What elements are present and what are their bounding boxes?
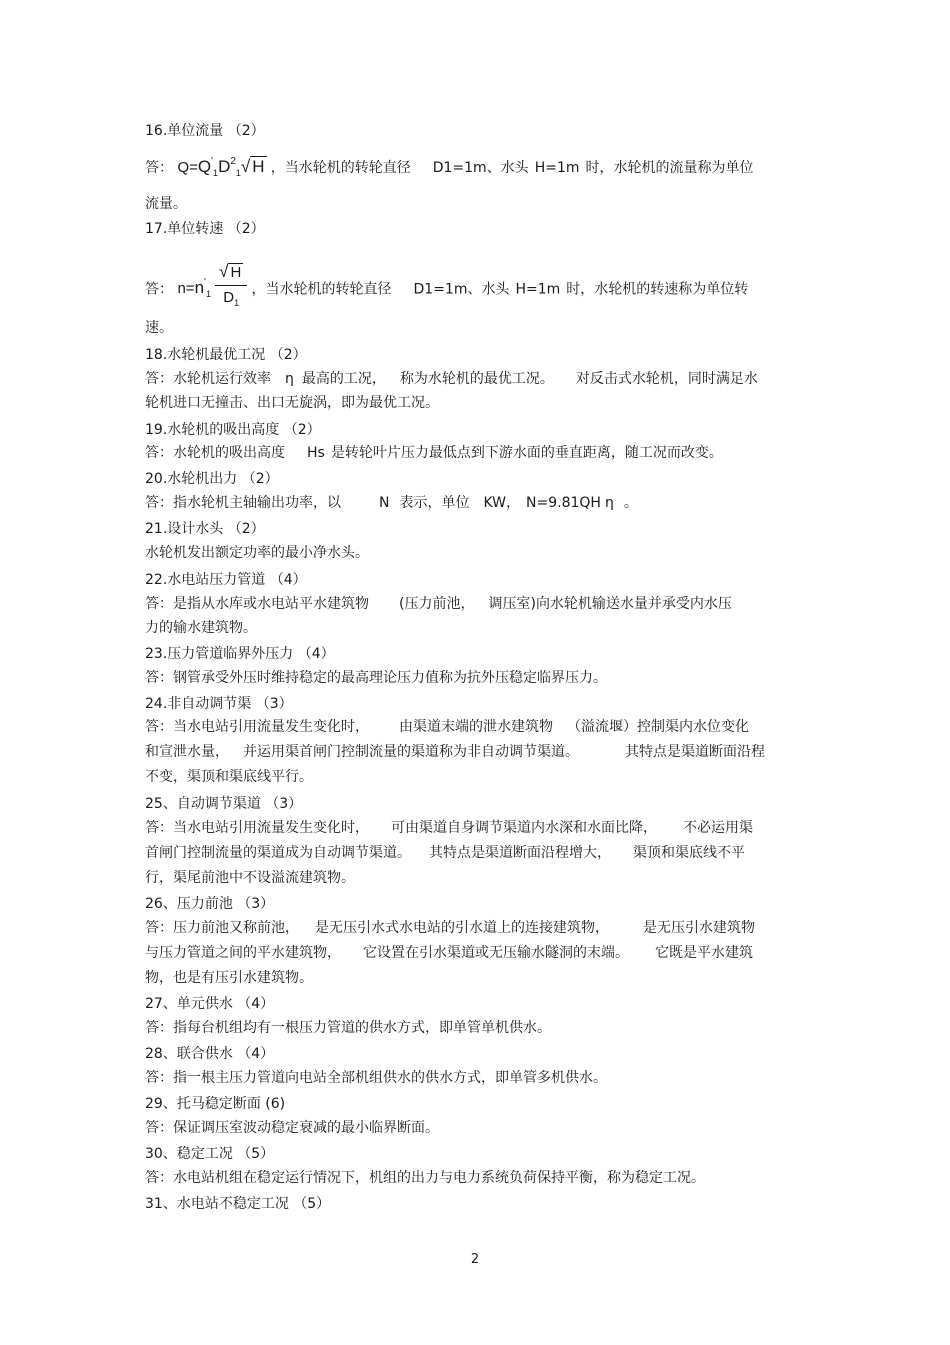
item-16-formula-line: 答： $Q=Q'_1D^2_1√$ H ，当水轮机的转轮直径 D1=1m、水头 H=1m 时，水轮机的流量称为单位 (145, 156, 754, 178)
item-23-title: 23.压力管道临界外压力 （4） (145, 646, 335, 662)
item-25-answer-line3: 行，渠尾前池中不设溢流建筑物。 (145, 870, 355, 886)
item-22-title: 22.水电站压力管道 （4） (145, 572, 307, 588)
item-30-answer-line1: 答：水电站机组在稳定运行情况下，机组的出力与电力系统负荷保持平衡，称为稳定工况。 (145, 1170, 705, 1186)
item-21-answer-line1: 水轮机发出额定功率的最小净水头。 (145, 545, 369, 561)
item-16-title: 16.单位流量 （2） (145, 123, 265, 139)
item-26-answer-line1: 答：压力前池又称前池， 是无压引水式水电站的引水道上的连接建筑物， 是无压引水建筑物 (145, 920, 755, 936)
item-18-answer-line2: 轮机进口无撞击、出口无旋涡，即为最优工况。 (145, 395, 439, 411)
item-18-answer-line1: 答：水轮机运行效率 η 最高的工况， 称为水轮机的最优工况。 对反击式水轮机，同时满足水 (145, 371, 758, 387)
item-26-answer-line3: 物，也是有压引水建筑物。 (145, 970, 313, 986)
answer-label: 答： (145, 160, 173, 176)
item-31-title: 31、水电站不稳定工况 （5） (145, 1196, 331, 1212)
item-17-title: 17.单位转速 （2） (145, 221, 265, 237)
item-25-title: 25、自动调节渠道 （3） (145, 796, 303, 812)
item-28-title: 28、联合供水 （4） (145, 1046, 275, 1062)
item-26-title: 26、压力前池 （3） (145, 896, 275, 912)
item-22-answer-line1: 答：是指从水库或水电站平水建筑物 (压力前池， 调压室)向水轮机输送水量并承受内水压 (145, 596, 732, 612)
item-17-continuation: 速。 (145, 320, 173, 336)
item-24-title: 24.非自动调节渠 （3） (145, 696, 293, 712)
item-27-title: 27、单元供水 （4） (145, 996, 275, 1012)
item-17-formula-line: 答： $n=n'_1$ $\frac{√ H}{D_1}$ ，当水轮机的转轮直径 D1=1m、水头 H=1m 时，水轮机的转速称为单位转 (145, 262, 749, 308)
item-28-answer-line1: 答：指一根主压力管道向电站全部机组供水的供水方式，即单管多机供水。 (145, 1070, 607, 1086)
item-22-answer-line2: 力的输水建筑物。 (145, 620, 257, 636)
item-30-title: 30、稳定工况 （5） (145, 1146, 275, 1162)
item-26-answer-line2: 与压力管道之间的平水建筑物， 它设置在引水渠道或无压输水隧洞的末端。 它既是平水建筑 (145, 945, 753, 961)
item-24-answer-line2: 和宣泄水量， 并运用渠首闸门控制流量的渠道称为非自动调节渠道。 其特点是渠道断面沿程 (145, 744, 765, 760)
sqrt-h-over-d1: $\frac{√ H}{D_1}$ (215, 262, 247, 309)
item-23-answer-line1: 答：钢管承受外压时维持稳定的最高理论压力值称为抗外压稳定临界压力。 (145, 670, 607, 686)
item-19-answer-line1: 答：水轮机的吸出高度 Hs 是转轮叶片压力最低点到下游水面的垂直距离，随工况而改变。 (145, 445, 723, 461)
unit-discharge-formula: $Q=Q'_1D^2_1√$ H (177, 156, 265, 178)
unit-speed-formula: $n=n'_1$ $\frac{√ H}{D_1}$ (177, 280, 251, 297)
item-21-title: 21.设计水头 （2） (145, 521, 265, 537)
item-24-answer-line1: 答：当水电站引用流量发生变化时， 由渠道末端的泄水建筑物 （溢流堰）控制渠内水位变化 (145, 719, 749, 735)
item-20-answer-line1: 答：指水轮机主轴输出功率，以 N 表示，单位 KW， N=9.81QH η 。 (145, 495, 638, 511)
item-19-title: 19.水轮机的吸出高度 （2） (145, 422, 321, 438)
page-number: 2 (470, 1252, 480, 1267)
item-29-title: 29、托马稳定断面 (6) (145, 1096, 286, 1112)
item-16-continuation: 流量。 (145, 196, 187, 212)
answer-label: 答： (145, 281, 173, 298)
item-24-answer-line3: 不变，渠顶和渠底线平行。 (145, 769, 313, 785)
item-25-answer-line1: 答：当水电站引用流量发生变化时， 可由渠道自身调节渠道内水深和水面比降， 不必运用渠 (145, 820, 753, 836)
item-18-title: 18.水轮机最优工况 （2） (145, 347, 307, 363)
item-29-answer-line1: 答：保证调压室波动稳定衰减的最小临界断面。 (145, 1120, 439, 1136)
item-20-title: 20.水轮机出力 （2） (145, 471, 279, 487)
item-25-answer-line2: 首闸门控制流量的渠道成为自动调节渠道。 其特点是渠道断面沿程增大， 渠顶和渠底线不平 (145, 845, 745, 861)
item-27-answer-line1: 答：指每台机组均有一根压力管道的供水方式，即单管单机供水。 (145, 1020, 551, 1036)
